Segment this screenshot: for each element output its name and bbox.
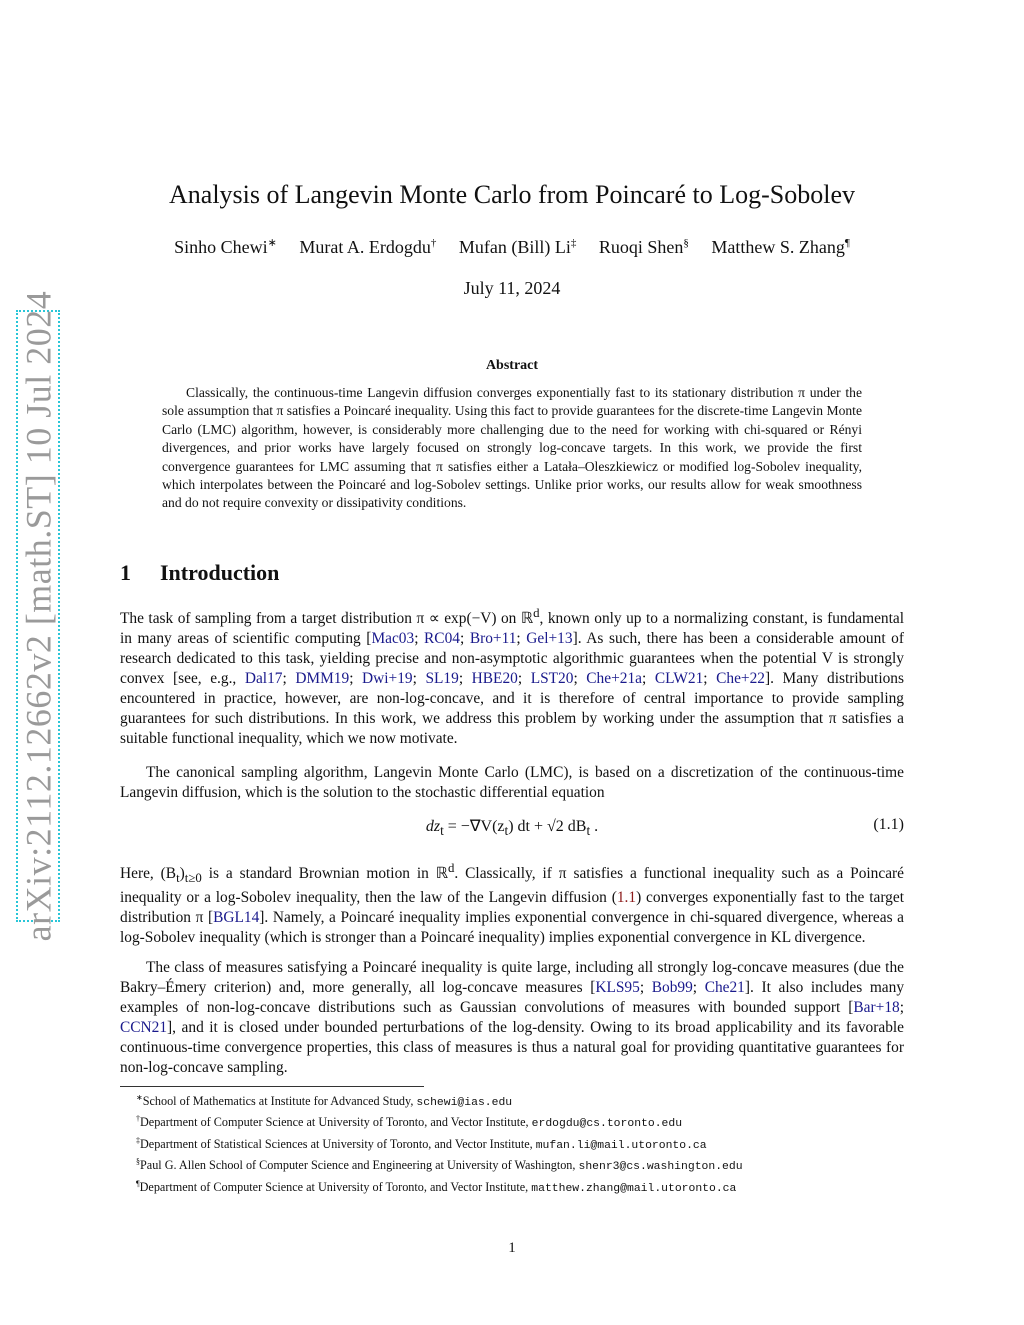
email-address: matthew.zhang@mail.utoronto.ca xyxy=(531,1182,737,1195)
author: Sinho Chewi∗ xyxy=(174,237,277,257)
page-number: 1 xyxy=(508,1240,516,1256)
footnote: ¶Department of Computer Science at University of Toronto, and Vector Institute, matthew.zhang@mail.utoronto.ca xyxy=(136,1178,737,1195)
citation-link[interactable]: Che21 xyxy=(704,979,745,996)
citation-link[interactable]: BGL14 xyxy=(213,909,260,927)
author: Mufan (Bill) Li‡ xyxy=(458,237,577,257)
publication-date: July 11, 2024 xyxy=(463,278,561,298)
equation-number: (1.1) xyxy=(873,816,904,833)
footnote: §Paul G. Allen School of Computer Science and Engineering at University of Washington, shenr3@cs.washington.edu xyxy=(136,1157,743,1174)
citation-link[interactable]: Che+21a xyxy=(586,670,642,688)
intro-paragraph-1: The task of sampling from a target distribution π ∝ exp(−V) on ℝ$^d$, known only up to a normalizing constant, is fundamental in many areas of scientific computing [Mac03; RC04; Bro+11; Gel+13]. As such, there has been a considerable amount of research dedicated to this task, yielding precise and non-asymptotic algorithmic guarantees when the potential V is strongly convex [see, e.g., Dal17; DMM19; Dwi+19; SL19; HBE20; LST20; Che+21a; CLW21; Che+22]. Many distributions encountered in practice, however, are non-log-concave, and it is therefore of central importance to provide sampling guarantees for such distributions. In this work, we address this problem by working under the assumption that π satisfies a suitable functional inequality, which we now motivate. xyxy=(120,606,905,748)
footnote: ∗School of Mathematics at Institute for Advanced Study, schewi@ias.edu xyxy=(136,1093,513,1110)
footnote-divider xyxy=(120,1086,424,1087)
paper-title: Analysis of Langevin Monte Carlo from Poincaré to Log-Sobolev xyxy=(169,180,855,209)
citation-link[interactable]: Che+22 xyxy=(716,670,766,688)
equation-reference-link[interactable]: 1.1 xyxy=(616,889,637,907)
equation-body: $dz_t = -\nabla V(z_t)$ dt + √2 $dB_t$ . xyxy=(425,818,599,839)
equation-1-1 xyxy=(120,816,904,840)
citation-link[interactable]: Bob99 xyxy=(651,979,693,996)
citation-link[interactable]: Dwi+19 xyxy=(362,670,413,688)
citation-link[interactable]: CLW21 xyxy=(654,670,704,688)
citation-link[interactable]: SL19 xyxy=(425,670,459,688)
author-list xyxy=(0,236,1024,258)
arxiv-identifier: arXiv:2112.12662v2 [math.ST] 10 Jul 2024 xyxy=(18,290,58,942)
arxiv-side-stamp xyxy=(16,290,60,942)
author: Murat A. Erdogdu† xyxy=(299,237,437,257)
email-address: mufan.li@mail.utoronto.ca xyxy=(535,1140,707,1152)
citation-link[interactable]: Bro+11 xyxy=(469,630,517,648)
section-title: Introduction xyxy=(160,560,280,585)
citation-link[interactable]: DMM19 xyxy=(295,670,350,688)
citation-link[interactable]: LST20 xyxy=(530,670,574,688)
footnotes xyxy=(120,1090,904,1197)
citation-link[interactable]: HBE20 xyxy=(471,670,518,688)
abstract-text: Classically, the continuous-time Langevin diffusion converges exponentially fast to its stationary distribution π under the sole assumption that π satisfies a Poincaré inequality. Using this fact to provide guarantees for the discrete-time Langevin Monte Carlo (LMC) algorithm, however, is considerably more challenging due to the need for working with chi-squared or Rényi divergences, and prior works have largely focused on strongly log-concave targets. In this work, we provide the first convergence guarantees for LMC assuming that π satisfies either a Latała–Oleszkiewicz or modified log-Sobolev inequality, which interpolates between the Poincaré and log-Sobolev settings. Unlike prior works, our results allow for weak smoothness and do not require convexity or dissipativity conditions. xyxy=(162,385,862,511)
section-heading xyxy=(120,560,279,586)
intro-paragraph-3: Here, $(B_t)_{t\ge 0}$ is a standard Brownian motion in ℝ$^d$. Classically, if π satisfies a functional inequality such as a Poincaré inequality or a log-Sobolev inequality, then the law of the Langevin diffusion (1.1) converges exponentially fast to the target distribution π [BGL14]. Namely, a Poincaré inequality implies exponential convergence in chi-squared divergence, whereas a log-Sobolev inequality (which is stronger than a Poincaré inequality) implies exponential convergence in KL divergence. xyxy=(120,861,905,947)
citation-link[interactable]: CCN21 xyxy=(120,1019,168,1036)
abstract-heading: Abstract xyxy=(485,358,539,373)
citation-link[interactable]: Bar+18 xyxy=(853,999,900,1016)
section-number: 1 xyxy=(120,560,131,585)
citation-link[interactable]: Gel+13 xyxy=(526,630,573,648)
citation-link[interactable]: Mac03 xyxy=(371,630,415,648)
author: Ruoqi Shen§ xyxy=(598,237,689,257)
footnote: †Department of Computer Science at University of Toronto, and Vector Institute, erdogdu@cs.toronto.edu xyxy=(136,1114,683,1131)
intro-paragraph-4: The class of measures satisfying a Poincaré inequality is quite large, including all strongly log-concave measures (due the Bakry–Émery criterion) and, more generally, all log-concave measures [KLS95; Bob99; Che21]. It also includes many examples of non-log-concave distributions such as Gaussian convolutions of measures with bounded support [Bar+18; CCN21], and it is closed under bounded perturbations of the log-density. Owing to its broad applicability and its favorable continuous-time convergence properties, this class of measures is thus a natural goal for providing quantitative guarantees for non-log-concave sampling. xyxy=(120,959,905,1076)
footnote: ‡Department of Statistical Sciences at University of Toronto, and Vector Institute, mufan.li@mail.utoronto.ca xyxy=(136,1135,707,1152)
citation-link[interactable]: KLS95 xyxy=(595,979,640,996)
author: Matthew S. Zhang¶ xyxy=(711,237,850,257)
email-address: erdogdu@cs.toronto.edu xyxy=(531,1118,683,1131)
intro-paragraph-2: The canonical sampling algorithm, Langevin Monte Carlo (LMC), is based on a discretization of the continuous-time Langevin diffusion, which is the solution to the stochastic differential equation xyxy=(120,764,904,801)
citation-link[interactable]: Dal17 xyxy=(244,670,283,688)
citation-link[interactable]: RC04 xyxy=(424,630,460,648)
email-address: shenr3@cs.washington.edu xyxy=(578,1161,743,1174)
email-address: schewi@ias.edu xyxy=(416,1097,513,1110)
